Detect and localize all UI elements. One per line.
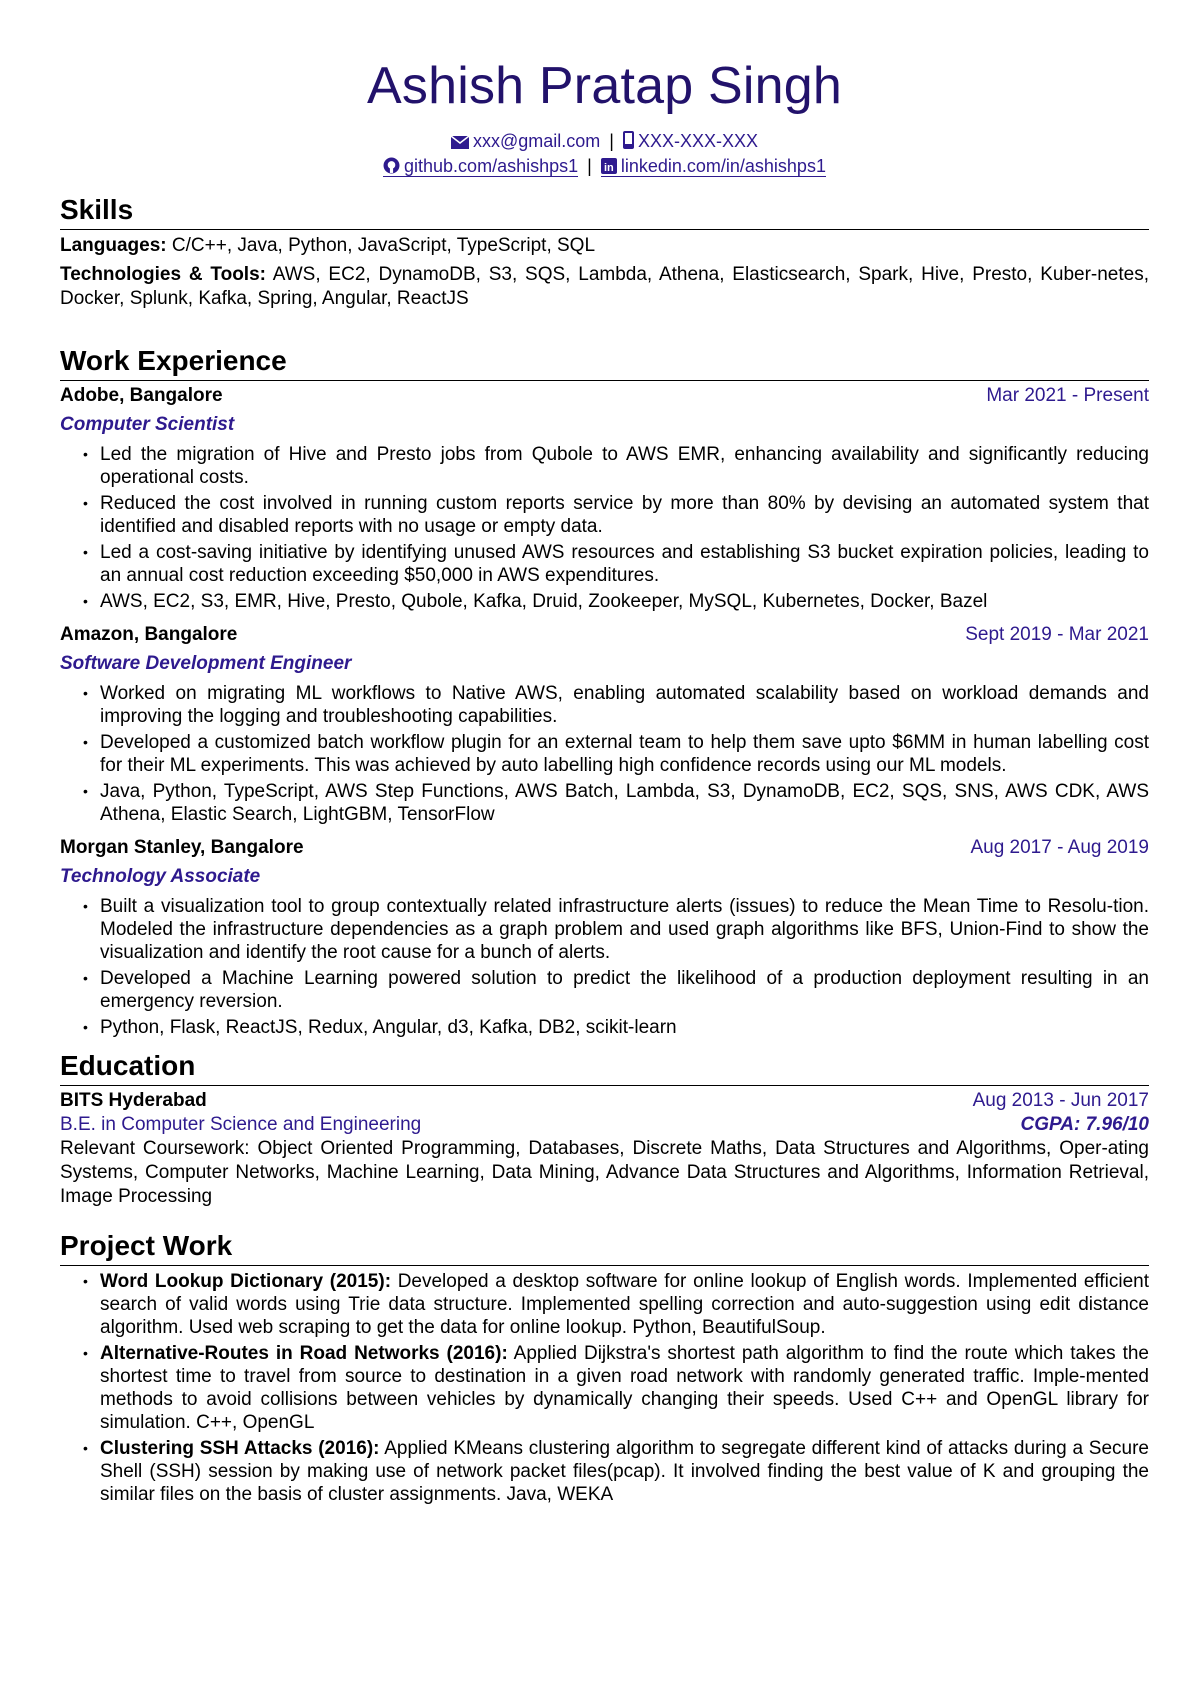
project-name: Clustering SSH Attacks (2016): bbox=[100, 1438, 380, 1460]
job-bullet: • Led the migration of Hive and Presto jobs from Qubole to AWS EMR, enhancing availability and significantly reducing operational costs. bbox=[60, 443, 1149, 489]
tools-label: Technologies & Tools: bbox=[60, 264, 266, 286]
skills-section bbox=[60, 193, 1149, 311]
job-entry bbox=[60, 836, 1149, 1039]
projects-section bbox=[60, 1229, 1149, 1506]
job-dates: Aug 2017 - Aug 2019 bbox=[970, 837, 1149, 859]
job-dates: Sept 2019 - Mar 2021 bbox=[965, 624, 1149, 646]
job-bullet: • Developed a Machine Learning powered solution to predict the likelihood of a production deployment resulting in an emergency reversion. bbox=[60, 967, 1149, 1013]
job-dates: Mar 2021 - Present bbox=[986, 385, 1149, 407]
project-description: Developed a desktop software for online lookup of English words. Implemented efficient search of valid words using Trie data structure. Implemented spelling correction and auto-suggestion using edit distance algorithm. Used web scraping to get the data for online lookup. Python, BeautifulSoup. bbox=[100, 1271, 1149, 1339]
company-name: Adobe, Bangalore bbox=[60, 385, 223, 407]
svg-text:in: in bbox=[603, 162, 614, 175]
separator: | bbox=[587, 156, 592, 177]
languages-line bbox=[60, 234, 1149, 258]
job-bullet: • Worked on migrating ML workflows to Native AWS, enabling automated scalability based on workload demands and improving the logging and troubleshooting capabilities. bbox=[60, 682, 1149, 728]
job-header bbox=[60, 836, 1149, 860]
job-bullet: • AWS, EC2, S3, EMR, Hive, Presto, Qubole, Kafka, Druid, Zookeeper, MySQL, Kubernetes, Docker, Bazel bbox=[60, 590, 1149, 613]
email-link[interactable]: xxx@gmail.com bbox=[472, 131, 601, 152]
job-bullet: • Python, Flask, ReactJS, Redux, Angular, d3, Kafka, DB2, scikit-learn bbox=[60, 1016, 1149, 1039]
school-row bbox=[60, 1089, 1149, 1113]
contact-row-1 bbox=[60, 129, 1149, 154]
job-role: Software Development Engineer bbox=[60, 653, 352, 675]
job-bullet: • Reduced the cost involved in running custom reports service by more than 80% by devising an automated system that identified and disabled reports with no usage or empty data. bbox=[60, 492, 1149, 538]
contact-block bbox=[60, 129, 1149, 179]
job-bullets bbox=[60, 682, 1149, 826]
separator: | bbox=[609, 131, 614, 152]
company-name: Morgan Stanley, Bangalore bbox=[60, 837, 304, 859]
languages-label: Languages: bbox=[60, 235, 167, 257]
projects-title: Project Work bbox=[60, 1229, 1149, 1266]
job-role: Technology Associate bbox=[60, 866, 261, 888]
phone-number: XXX-XXX-XXX bbox=[637, 131, 759, 152]
tools-value: AWS, EC2, DynamoDB, S3, SQS, Lambda, Athena, Elasticsearch, Spark, Hive, Presto, Kuber-netes, Docker, Splunk, Kafka, Spring, Angular, ReactJS bbox=[60, 264, 1149, 310]
languages-value: C/C++, Java, Python, JavaScript, TypeScript, SQL bbox=[171, 235, 596, 257]
company-name: Amazon, Bangalore bbox=[60, 624, 238, 646]
project-item bbox=[60, 1437, 1149, 1506]
work-section bbox=[60, 344, 1149, 1039]
skills-title: Skills bbox=[60, 193, 1149, 230]
tools-line bbox=[60, 263, 1149, 311]
jobs-list bbox=[60, 384, 1149, 1039]
degree-row bbox=[60, 1113, 1149, 1137]
education-title: Education bbox=[60, 1049, 1149, 1086]
school-name: BITS Hyderabad bbox=[60, 1090, 207, 1112]
github-icon bbox=[383, 157, 400, 174]
project-description: Applied KMeans clustering algorithm to segregate different kind of attacks during a Secure Shell (SSH) session by making use of network packet files(pcap). It involved finding the best value of K and grouping the similar files on the basis of cluster assignments. Java, WEKA bbox=[100, 1438, 1149, 1506]
education-section bbox=[60, 1049, 1149, 1209]
project-item bbox=[60, 1342, 1149, 1434]
project-item bbox=[60, 1270, 1149, 1339]
resume-page bbox=[60, 0, 1149, 1509]
job-entry bbox=[60, 384, 1149, 613]
degree: B.E. in Computer Science and Engineering bbox=[60, 1114, 422, 1136]
job-bullet: • Led a cost-saving initiative by identifying unused AWS resources and establishing S3 bucket expiration policies, leading to an annual cost reduction exceeding $50,000 in AWS expenditures. bbox=[60, 541, 1149, 587]
job-role: Computer Scientist bbox=[60, 414, 235, 436]
job-header bbox=[60, 384, 1149, 408]
job-header bbox=[60, 623, 1149, 647]
school-dates: Aug 2013 - Jun 2017 bbox=[972, 1090, 1149, 1112]
job-entry bbox=[60, 623, 1149, 826]
project-name: Alternative-Routes in Road Networks (2016): bbox=[100, 1343, 508, 1365]
job-bullets bbox=[60, 895, 1149, 1039]
github-link[interactable]: github.com/ashishps1 bbox=[383, 156, 578, 177]
linkedin-link[interactable]: in linkedin.com/in/ashishps1 bbox=[601, 156, 826, 177]
job-bullets bbox=[60, 443, 1149, 613]
phone-icon bbox=[623, 131, 634, 149]
coursework: Relevant Coursework: Object Oriented Programming, Databases, Discrete Maths, Data Structures and Algorithms, Oper-ating Systems, Computer Networks, Machine Learning, Data Mining, Advance Data Structures and Algorithms, Information Retrieval, Image Processing bbox=[60, 1138, 1149, 1208]
linkedin-icon bbox=[601, 158, 617, 174]
job-bullet: • Developed a customized batch workflow plugin for an external team to help them save upto $6MM in human labelling cost for their ML experiments. This was achieved by auto labelling high confidence records using our ML models. bbox=[60, 731, 1149, 777]
project-description: Applied Dijkstra's shortest path algorithm to find the route which takes the shortest time to travel from source to destination in a given road network with randomly generated traffic. Imple-mented methods to avoid collisions between vehicles by dynamically changing their speeds. Used C++ and OpenGL library for simulation. C++, OpenGL bbox=[100, 1343, 1149, 1434]
candidate-name: Ashish Pratap Singh bbox=[367, 57, 842, 115]
envelope-icon bbox=[451, 136, 469, 149]
job-bullet: • Built a visualization tool to group contextually related infrastructure alerts (issues) to reduce the Mean Time to Resolu-tion. Modeled the infrastructure dependencies as a graph problem and used graph algorithms like BFS, Union-Find to show the visualization and identify the root cause for a bunch of alerts. bbox=[60, 895, 1149, 964]
job-bullet: • Java, Python, TypeScript, AWS Step Functions, AWS Batch, Lambda, S3, DynamoDB, EC2, SQS, SNS, AWS CDK, AWS Athena, Elastic Search, LightGBM, TensorFlow bbox=[60, 780, 1149, 826]
project-name: Word Lookup Dictionary (2015): bbox=[100, 1271, 392, 1293]
projects-list bbox=[60, 1270, 1149, 1506]
contact-row-2 bbox=[60, 154, 1149, 179]
cgpa: CGPA: 7.96/10 bbox=[1020, 1114, 1149, 1136]
work-title: Work Experience bbox=[60, 344, 1149, 381]
